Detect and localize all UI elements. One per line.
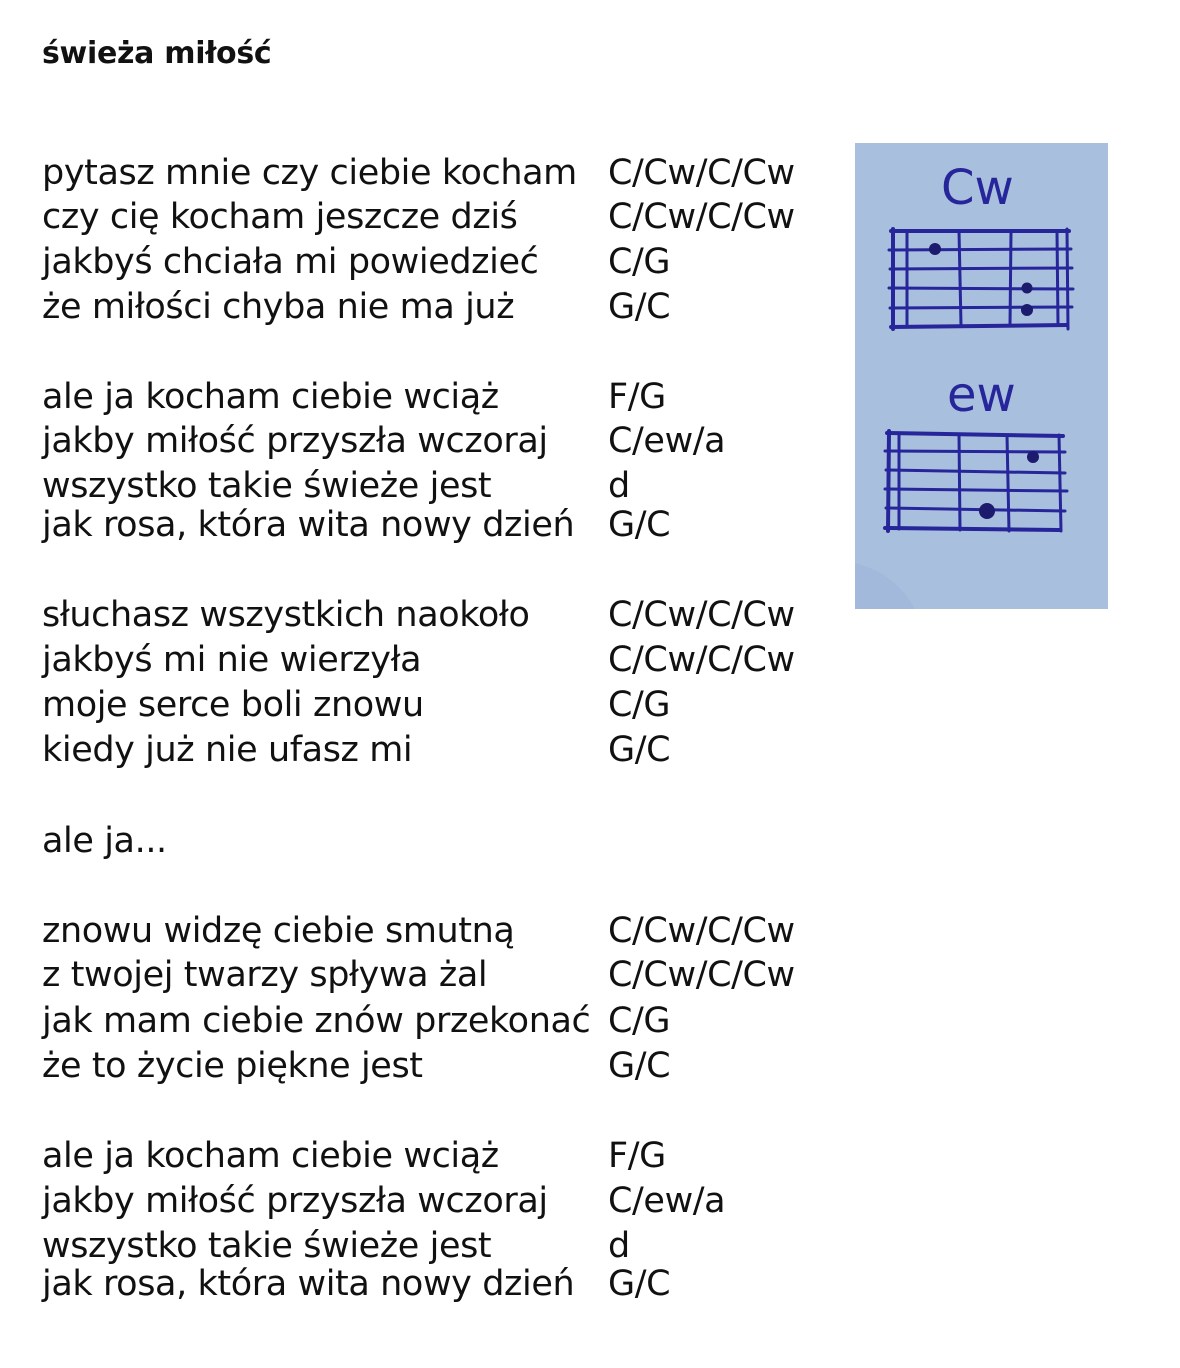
lyric-text: kiedy już nie ufasz mi xyxy=(42,730,413,770)
song-line xyxy=(0,466,830,506)
lyric-text: że miłości chyba nie ma już xyxy=(42,287,515,327)
song-line xyxy=(0,1264,830,1304)
lyric-text: z twojej twarzy spływa żal xyxy=(42,955,488,995)
chord-text: C/G xyxy=(608,1001,671,1041)
lyric-text: jak rosa, która wita nowy dzień xyxy=(42,505,575,545)
lyric-text: słuchasz wszystkich naokoło xyxy=(42,595,530,635)
chord-text: C/G xyxy=(608,685,671,725)
song-line xyxy=(0,640,830,680)
song-line xyxy=(0,153,830,193)
song-line xyxy=(0,421,830,461)
chord-text: C/ew/a xyxy=(608,1181,726,1221)
lyric-text: moje serce boli znowu xyxy=(42,685,424,725)
lyric-text: ale ja kocham ciebie wciąż xyxy=(42,1136,499,1176)
lyric-text: wszystko takie świeże jest xyxy=(42,466,492,506)
lyric-text: ale ja... xyxy=(42,821,167,861)
chord-text: C/Cw/C/Cw xyxy=(608,640,795,680)
song-line xyxy=(0,730,830,770)
chord-text: G/C xyxy=(608,730,671,770)
song-title: świeża miłość xyxy=(42,36,272,71)
chord-text: G/C xyxy=(608,1046,671,1086)
lyric-text: jakbyś mi nie wierzyła xyxy=(42,640,422,680)
lyric-text: wszystko takie świeże jest xyxy=(42,1226,492,1266)
song-line xyxy=(0,1226,830,1266)
lyric-text: czy cię kocham jeszcze dziś xyxy=(42,197,518,237)
chord-text: C/ew/a xyxy=(608,421,726,461)
chord-diagram-label: ew xyxy=(947,367,1016,423)
song-line xyxy=(0,821,830,861)
song-line xyxy=(0,505,830,545)
chord-text: C/Cw/C/Cw xyxy=(608,197,795,237)
song-line xyxy=(0,242,830,282)
chord-text: C/Cw/C/Cw xyxy=(608,911,795,951)
chord-text: d xyxy=(608,466,630,506)
lyric-text: jakbyś chciała mi powiedzieć xyxy=(42,242,539,282)
chord-text: F/G xyxy=(608,1136,666,1176)
song-line xyxy=(0,377,830,417)
lyric-text: jak mam ciebie znów przekonać xyxy=(42,1001,591,1041)
song-line xyxy=(0,595,830,635)
chord-text: G/C xyxy=(608,287,671,327)
song-line xyxy=(0,1046,830,1086)
chord-text: d xyxy=(608,1226,630,1266)
chord-text: G/C xyxy=(608,505,671,545)
chord-diagrams-photo xyxy=(855,143,1108,609)
chord-text: C/G xyxy=(608,242,671,282)
lyric-text: jakby miłość przyszła wczoraj xyxy=(42,1181,548,1221)
lyric-text: że to życie piękne jest xyxy=(42,1046,423,1086)
song-line xyxy=(0,1181,830,1221)
chord-text: C/Cw/C/Cw xyxy=(608,153,795,193)
chord-text: F/G xyxy=(608,377,666,417)
lyric-text: ale ja kocham ciebie wciąż xyxy=(42,377,499,417)
chord-text: C/Cw/C/Cw xyxy=(608,955,795,995)
song-line xyxy=(0,1001,830,1041)
song-line xyxy=(0,1136,830,1176)
song-line xyxy=(0,287,830,327)
chord-text: G/C xyxy=(608,1264,671,1304)
lyric-text: znowu widzę ciebie smutną xyxy=(42,911,515,951)
chord-text: C/Cw/C/Cw xyxy=(608,595,795,635)
lyric-text: jakby miłość przyszła wczoraj xyxy=(42,421,548,461)
lyric-text: jak rosa, która wita nowy dzień xyxy=(42,1264,575,1304)
song-line xyxy=(0,197,830,237)
song-line xyxy=(0,685,830,725)
lyric-text: pytasz mnie czy ciebie kocham xyxy=(42,153,577,193)
song-line xyxy=(0,911,830,951)
song-line xyxy=(0,955,830,995)
chord-diagram-label: Cw xyxy=(941,160,1014,216)
